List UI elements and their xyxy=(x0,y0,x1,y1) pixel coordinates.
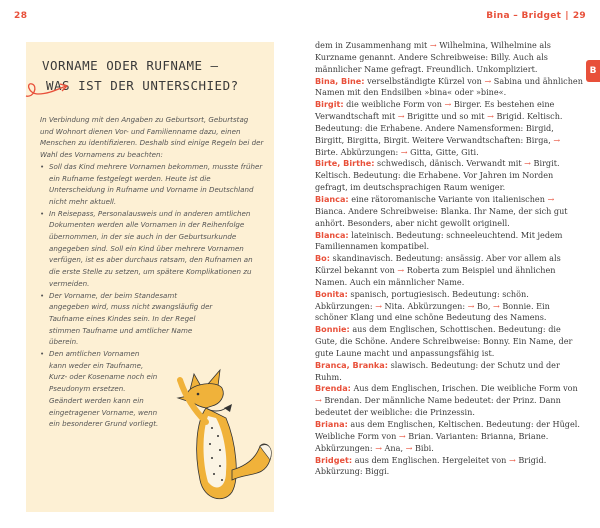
entry-text: . Es bestehen eine Verwandtschaft mit xyxy=(315,99,555,122)
cross-reference-link[interactable]: Gitta xyxy=(410,146,431,157)
page-number-right: 29 xyxy=(572,11,586,21)
cross-reference-arrow-icon: → xyxy=(400,146,411,157)
name-entry xyxy=(315,158,585,194)
entry-text: , Wilhelmine als Kurzname genannt. Andere Schreibweise: Billy. Auch als männlicher Name gefragt. Freundlich. Unkompliziert. xyxy=(315,40,551,74)
entry-text: und ähnlichen Namen mit den Endsilben »bina« oder »bine«. xyxy=(315,75,583,98)
cross-reference-link[interactable]: Brigid xyxy=(496,111,522,122)
name-entry xyxy=(315,253,585,289)
entry-text: aus dem Englischen. Hergeleitet von xyxy=(352,454,509,465)
entry-name: Briana: xyxy=(315,419,348,429)
info-box-title xyxy=(42,56,272,96)
entry-name: Birgit: xyxy=(315,99,344,110)
cross-reference-arrow-icon: → xyxy=(484,75,494,86)
cross-reference-arrow-icon: → xyxy=(375,442,385,453)
chapter-tab: B xyxy=(586,60,600,82)
entry-text: . Abkürzung: Biggi. xyxy=(315,454,547,477)
bullet-item: • Soll das Kind mehrere Vornamen bekommen, musste früher ein Rufname festgelegt werden. Heute ist die Unterscheidung in Rufname und Vorname in Deutschland nicht mehr aktuell. xyxy=(40,161,264,208)
cross-reference-arrow-icon: → xyxy=(405,442,415,453)
cross-reference-arrow-icon: → xyxy=(397,265,407,276)
entry-text: , xyxy=(400,442,406,453)
bullet-item: • In Reisepass, Personalausweis und in anderen amtlichen Dokumenten werden alle Vornamen in der Reihenfolge übernommen, in der sie auch in der Geburtsurkunde angegeben sind. Soll ein Kind über mehrere Vornamen verfügen, ist es aber durchaus ratsam, den Rufnamen an die erste Stelle zu setzen, um spätere Komplikationen zu vermeiden. xyxy=(40,208,264,290)
cross-reference-link[interactable]: Wilhelmina xyxy=(439,40,486,50)
running-head-title: Bina – Bridget xyxy=(486,11,562,21)
entry-text: lateinisch. Bedeutung: schneeleuchtend. Mit jedem Familiennamen kompatibel. xyxy=(315,229,563,252)
entry-name: Birte, Birthe: xyxy=(315,158,375,169)
entry-text: schwedisch, dänisch. Verwandt mit xyxy=(374,158,525,169)
name-entry xyxy=(315,230,585,254)
entry-text: spanisch, portugiesisch. Bedeutung: schön. Abkürzungen: xyxy=(315,288,529,311)
cross-reference-arrow-icon: → xyxy=(492,300,503,311)
cross-reference-arrow-icon: → xyxy=(398,430,409,441)
cross-reference-link[interactable]: Bonnie xyxy=(502,300,531,311)
cross-reference-link[interactable]: Brian xyxy=(408,430,431,441)
name-entry xyxy=(315,360,585,384)
entry-text: verselbständigte Kürzel von xyxy=(364,75,485,86)
entry-text: . xyxy=(431,442,434,453)
cross-reference-link[interactable]: Bo xyxy=(477,300,488,311)
cross-reference-arrow-icon: → xyxy=(444,99,454,110)
page-number-left: 28 xyxy=(14,11,28,21)
cross-reference-link[interactable]: Nita xyxy=(384,300,403,311)
cross-reference-arrow-icon: → xyxy=(487,111,497,122)
entry-text: slawisch. Bedeutung: der Schutz und der Ruhm. xyxy=(315,359,560,382)
entry-name: Bo: xyxy=(315,253,330,264)
entry-text: , Gitte, Giti. xyxy=(430,146,479,157)
entry-name: Branca, Branka: xyxy=(315,359,389,370)
cross-reference-link[interactable]: Bianca xyxy=(315,205,343,216)
name-entry xyxy=(315,40,585,76)
cross-reference-link[interactable]: Roberta xyxy=(406,265,440,276)
name-entry xyxy=(315,99,585,158)
cross-reference-link[interactable]: Birte xyxy=(315,146,336,157)
entry-text: . Der männliche Name bedeutet: der Prinz. Dann bedeutet der weibliche: die Prinzessin. xyxy=(315,395,561,418)
cross-reference-arrow-icon: → xyxy=(553,134,561,145)
cross-reference-arrow-icon: → xyxy=(397,111,408,122)
fox-illustration-icon xyxy=(176,362,276,512)
cross-reference-link[interactable]: Ana xyxy=(384,442,401,453)
cross-reference-arrow-icon: → xyxy=(315,395,325,406)
entries-column xyxy=(315,40,585,478)
cross-reference-arrow-icon: → xyxy=(508,454,519,465)
cross-reference-link[interactable]: Brigitte xyxy=(407,111,439,122)
running-head-divider: | xyxy=(565,11,569,21)
entry-name: Bina, Bine: xyxy=(315,75,365,86)
entry-text: und so mit xyxy=(438,111,488,122)
cross-reference-link[interactable]: Brendan xyxy=(324,395,360,406)
cross-reference-arrow-icon: → xyxy=(467,300,477,311)
name-entry xyxy=(315,76,585,100)
entry-text: . Keltisch. Bedeutung: die Erhabene. Vor Jahren im Norden gefragt, im deutschsprachigen Raum weniger. xyxy=(315,158,560,193)
cross-reference-arrow-icon: → xyxy=(524,158,534,169)
cross-reference-link[interactable]: Birger xyxy=(453,99,480,110)
info-box-title-line1: VORNAME ODER RUFNAME – xyxy=(42,58,219,73)
entry-text: . Abkürzungen: xyxy=(335,146,401,157)
bullet-item: • Den amtlichen Vornamen kann weder ein Taufname, Kurz- oder Kosename noch ein Pseudonym ersetzen. Geändert werden kann ein eingetragener Vorname, wenn ein besonderer Grund vorliegt. xyxy=(40,348,159,430)
entry-text: . Abkürzungen: xyxy=(402,300,468,311)
name-entry xyxy=(315,419,585,455)
entry-text: aus dem Englischen, Schottischen. Bedeutung: die Gute, die Schöne. Andere Schreibweise: Bonny. Ein Name, der gute Laune macht und anpassungsfähig ist. xyxy=(315,324,573,358)
entry-text: . Andere Schreibweise: Blanka. Ihr Name, der sich gut anhört. Besonders, aber nicht gewollt originell. xyxy=(315,205,568,228)
entry-text: dem in Zusammenhang mit xyxy=(315,40,430,50)
cross-reference-link[interactable]: Bibi xyxy=(414,442,432,453)
cross-reference-arrow-icon: → xyxy=(547,193,555,204)
name-entry xyxy=(315,383,585,419)
entry-text: . Varianten: Brianna, Briane. Abkürzungen: xyxy=(315,430,549,453)
entry-name: Bianca: xyxy=(315,193,349,204)
entry-text: . Keltisch. Bedeutung: die Erhabene. Andere Namensformen: Birgid, Birgitt, Birgitta, Birgit. Weitere Verwandtschaften: Birga, xyxy=(315,111,563,145)
info-box-intro: In Verbindung mit den Angaben zu Geburtsort, Geburtstag und Wohnort dienen Vor- und Familienname dazu, einen Menschen zu identifizieren. Deshalb sind einige Regeln bei der Wahl des Vornamens zu beachten: xyxy=(40,115,264,160)
cross-reference-arrow-icon: → xyxy=(375,300,385,311)
entry-text: skandinavisch. Bedeutung: ansässig. Aber vor allem als Kürzel bekannt von xyxy=(315,253,561,276)
entry-name: Bonita: xyxy=(315,288,348,299)
entry-text: die weibliche Form von xyxy=(343,99,445,110)
curly-arrow-icon xyxy=(24,72,72,102)
cross-reference-link[interactable]: Brigid xyxy=(518,454,544,465)
name-entry xyxy=(315,289,585,325)
entry-name: Bonnie: xyxy=(315,324,350,335)
cross-reference-link[interactable]: Sabina xyxy=(493,75,522,86)
name-entry xyxy=(315,455,585,479)
running-head xyxy=(486,11,586,21)
cross-reference-link[interactable]: Birgit xyxy=(533,158,557,169)
entry-name: Brenda: xyxy=(315,383,351,394)
entry-text: aus dem Englischen, Keltischen. Bedeutung: der Hügel. Weibliche Form von xyxy=(315,419,580,441)
cross-reference-arrow-icon: → xyxy=(429,40,440,50)
entry-name: Bridget: xyxy=(315,454,353,465)
name-entry xyxy=(315,324,585,360)
entry-text: zum Beispiel und ähnlichen Namen. Auch ein männlicher Name. xyxy=(315,265,556,287)
entry-name: Blanca: xyxy=(315,229,349,240)
entry-text: . Ein schöner Klang und eine schöne Bedeutung des Namens. xyxy=(315,300,550,323)
entry-text: eine rätoromanische Variante von italienischen xyxy=(348,193,548,204)
entry-text: Aus dem Englischen, Irischen. Die weibliche Form von xyxy=(350,383,578,394)
name-entry xyxy=(315,194,585,230)
bullet-item: • Der Vorname, der beim Standesamt angegeben wird, muss nicht zwangsläufig der Taufname eines Kindes sein. In der Regel stimmen Taufname und amtlicher Name überein. xyxy=(40,290,214,349)
entry-text: , xyxy=(487,300,493,311)
info-box-title-line2: WAS IST DER UNTERSCHIED? xyxy=(46,78,239,93)
